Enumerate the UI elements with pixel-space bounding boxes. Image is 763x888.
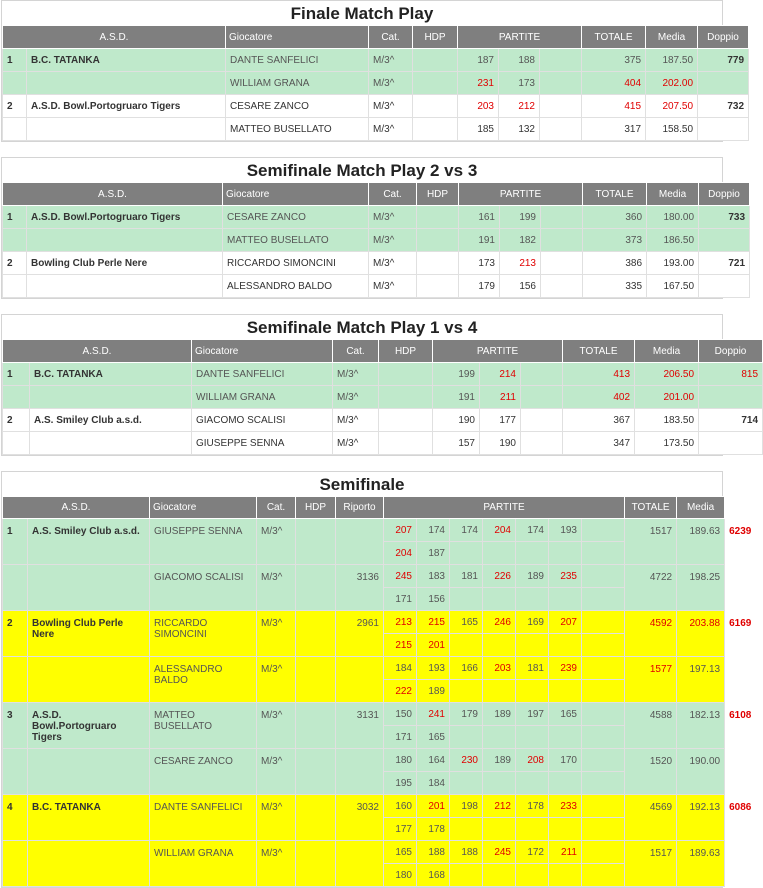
- category: M/3^: [257, 841, 296, 887]
- riporto: [336, 749, 384, 795]
- game-score: 160: [384, 795, 417, 818]
- table-row: [3, 275, 750, 298]
- total: 4592: [625, 611, 677, 657]
- game-score: 156: [500, 275, 541, 298]
- total: 4722: [625, 565, 677, 611]
- average: 183.50: [635, 409, 699, 432]
- game-score: 207: [384, 519, 417, 542]
- hdp: [296, 795, 336, 841]
- average: 180.00: [647, 206, 699, 229]
- table-row: 1 A.S. Smiley Club a.s.d. GIUSEPPE SENNA M/3^ 207 174 174 204 174 193 1517 189.63 6239: [3, 519, 725, 542]
- game-score: 207: [549, 611, 582, 634]
- game-score: 179: [459, 275, 500, 298]
- riporto: 2961: [336, 611, 384, 657]
- game-score: 132: [499, 118, 540, 141]
- table-row: [3, 841, 725, 864]
- header-cat: Cat.: [369, 183, 417, 206]
- game-score: 211: [549, 841, 582, 864]
- game-score: 204: [384, 542, 417, 565]
- hdp: [296, 657, 336, 703]
- game-score: 165: [450, 611, 483, 634]
- table-row: [3, 386, 763, 409]
- header-hdp: HDP: [417, 183, 459, 206]
- section-semifinale: [1, 471, 760, 888]
- game-score: 184: [417, 772, 450, 795]
- riporto: 3032: [336, 795, 384, 841]
- category: M/3^: [369, 252, 417, 275]
- game-score: 198: [450, 795, 483, 818]
- total: 404: [582, 72, 646, 95]
- average: 202.00: [646, 72, 698, 95]
- hdp: [296, 703, 336, 749]
- header-riporto: Riporto: [336, 497, 384, 519]
- total: 1517: [625, 519, 677, 565]
- table-row: [3, 432, 763, 455]
- average: 182.13: [677, 703, 725, 749]
- game-score: 239: [549, 657, 582, 680]
- category: M/3^: [333, 409, 379, 432]
- table-row: [3, 49, 749, 72]
- club-name: A.S.D. Bowl.Portogruaro Tigers: [27, 95, 226, 118]
- average: 206.50: [635, 363, 699, 386]
- header-totale: TOTALE: [582, 26, 646, 49]
- category: M/3^: [257, 657, 296, 703]
- average: 173.50: [635, 432, 699, 455]
- category: M/3^: [257, 795, 296, 841]
- game-score: 241: [417, 703, 450, 726]
- game-score: 168: [417, 864, 450, 887]
- game-score: 150: [384, 703, 417, 726]
- game-score: 199: [500, 206, 541, 229]
- position: 2: [3, 611, 28, 657]
- table-row: [3, 409, 763, 432]
- game-score: 195: [384, 772, 417, 795]
- doppio: 779: [698, 49, 749, 72]
- game-score: 189: [417, 680, 450, 703]
- header-giocatore: Giocatore: [192, 340, 333, 363]
- table-row: [3, 749, 725, 772]
- club-name: A.S. Smiley Club a.s.d.: [30, 409, 192, 432]
- game-score: 174: [516, 519, 549, 542]
- header-doppio: Doppio: [698, 26, 749, 49]
- total: 386: [583, 252, 647, 275]
- header-giocatore: Giocatore: [223, 183, 369, 206]
- doppio: 815: [699, 363, 763, 386]
- header-totale: TOTALE: [583, 183, 647, 206]
- riporto: [336, 841, 384, 887]
- average: 192.13: [677, 795, 725, 841]
- player-name: MATTEO BUSELLATO: [150, 703, 257, 749]
- game-score: 235: [549, 565, 582, 588]
- average: 189.63: [677, 519, 725, 565]
- doppio: 714: [699, 409, 763, 432]
- game-score: 212: [499, 95, 540, 118]
- game-score: 189: [483, 749, 516, 772]
- game-score: 203: [458, 95, 499, 118]
- total: 4569: [625, 795, 677, 841]
- total: 317: [582, 118, 646, 141]
- player-name: MATTEO BUSELLATO: [223, 229, 369, 252]
- game-score: 171: [384, 588, 417, 611]
- player-name: CESARE ZANCO: [226, 95, 369, 118]
- player-name: DANTE SANFELICI: [226, 49, 369, 72]
- header-media: Media: [647, 183, 699, 206]
- total: 347: [563, 432, 635, 455]
- results-table: A.S.D. Giocatore Cat. HDP Riporto PARTITE TOTALE Media Doppio 1 A.S. Smiley Club a.s.d. GIUSEPPE SENNA M/3^ 207 174 174 204 174 193 1517 189.63 6239 204 187 GIACOMO SCALISI M/3^ 3136 245 183 181 226 189 235 4722 198.25 171 156 2 Bowling Club Perle Nere RICCARDO SIMONCINI M/3^ 2961 213 215 165 246 169 207 4592 203.88 6169 215 201 ALESSANDRO BALDO M/3^ 184 193 166 203 181 239 1577 197.13 222 189 3 A.S.D. Bowl.Portogruaro Tigers MATTEO BUSELLATO M/3^ 3131 150 241 179 189 197 165 4588 182.13 6108 171 165 CESARE ZANCO M/3^ 180 164 230 189 208 170 1520 190.00 195 184 4 B.C. TATANKA DANTE SANFELICI M/3^ 3032 160 201 198 212 178 233 4569 192.13 6086 177 178 WILLIAM GRANA M/3^ 165 188 188 245 172 211 1517 189.63 180 168: [2, 496, 725, 887]
- game-score: 180: [384, 749, 417, 772]
- total: 413: [563, 363, 635, 386]
- player-name: WILLIAM GRANA: [226, 72, 369, 95]
- game-score: 161: [459, 206, 500, 229]
- game-score: 214: [480, 363, 521, 386]
- player-name: DANTE SANFELICI: [192, 363, 333, 386]
- game-score: 190: [480, 432, 521, 455]
- game-score: 215: [417, 611, 450, 634]
- header-cat: Cat.: [333, 340, 379, 363]
- header-cat: Cat.: [369, 26, 413, 49]
- position: 1: [3, 49, 27, 72]
- hdp: [296, 565, 336, 611]
- table-row: [3, 657, 725, 680]
- game-score: 197: [516, 703, 549, 726]
- player-name: ALESSANDRO BALDO: [223, 275, 369, 298]
- riporto: 3131: [336, 703, 384, 749]
- game-score: 178: [417, 818, 450, 841]
- hdp: [413, 49, 458, 72]
- game-score: 187: [458, 49, 499, 72]
- doppio: 721: [699, 252, 750, 275]
- game-score: 171: [384, 726, 417, 749]
- position: 1: [3, 206, 27, 229]
- position: 4: [3, 795, 28, 841]
- category: M/3^: [369, 49, 413, 72]
- header-asd: A.S.D.: [3, 497, 150, 519]
- average: 190.00: [677, 749, 725, 795]
- category: M/3^: [333, 432, 379, 455]
- results-table: [2, 339, 763, 455]
- player-name: MATTEO BUSELLATO: [226, 118, 369, 141]
- player-name: GIUSEPPE SENNA: [150, 519, 257, 565]
- table-row: 4 B.C. TATANKA DANTE SANFELICI M/3^ 3032 160 201 198 212 178 233 4569 192.13 6086: [3, 795, 725, 818]
- club-name: A.S.D. Bowl.Portogruaro Tigers: [27, 206, 223, 229]
- position: 2: [3, 409, 30, 432]
- results-table: [2, 25, 749, 141]
- section-title: Semifinale Match Play 2 vs 3: [2, 158, 722, 182]
- header-hdp: HDP: [296, 497, 336, 519]
- header-media: Media: [635, 340, 699, 363]
- game-score: 170: [549, 749, 582, 772]
- game-score: 245: [483, 841, 516, 864]
- table-row: [3, 72, 749, 95]
- table-row: 2 Bowling Club Perle Nere RICCARDO SIMONCINI M/3^ 2961 213 215 165 246 169 207 4592 203.88 6169: [3, 611, 725, 634]
- game-score: 204: [483, 519, 516, 542]
- position: 3: [3, 703, 28, 749]
- game-score: 193: [417, 657, 450, 680]
- header-giocatore: Giocatore: [226, 26, 369, 49]
- game-score: 174: [417, 519, 450, 542]
- game-score: 174: [450, 519, 483, 542]
- game-score: 201: [417, 795, 450, 818]
- category: M/3^: [257, 565, 296, 611]
- position: 2: [3, 95, 27, 118]
- category: M/3^: [257, 749, 296, 795]
- game-score: 173: [459, 252, 500, 275]
- category: M/3^: [257, 519, 296, 565]
- total: 373: [583, 229, 647, 252]
- category: M/3^: [333, 363, 379, 386]
- game-score: 164: [417, 749, 450, 772]
- average: 207.50: [646, 95, 698, 118]
- game-score: 191: [459, 229, 500, 252]
- header-cat: Cat.: [257, 497, 296, 519]
- riporto: [336, 519, 384, 565]
- category: M/3^: [369, 229, 417, 252]
- game-score: 185: [458, 118, 499, 141]
- player-name: RICCARDO SIMONCINI: [150, 611, 257, 657]
- header-partite: PARTITE: [459, 183, 583, 206]
- header-asd: A.S.D.: [3, 183, 223, 206]
- category: M/3^: [257, 703, 296, 749]
- club-name: Bowling Club Perle Nere: [28, 611, 150, 657]
- club-name: B.C. TATANKA: [28, 795, 150, 841]
- game-score: 169: [516, 611, 549, 634]
- game-score: 179: [450, 703, 483, 726]
- hdp: [296, 749, 336, 795]
- riporto: 3136: [336, 565, 384, 611]
- header-giocatore: Giocatore: [150, 497, 257, 519]
- game-score: 189: [483, 703, 516, 726]
- game-score: 173: [499, 72, 540, 95]
- category: M/3^: [333, 386, 379, 409]
- header-partite: PARTITE: [433, 340, 563, 363]
- table-row: [3, 363, 763, 386]
- position: 2: [3, 252, 27, 275]
- game-score: 166: [450, 657, 483, 680]
- game-score: 187: [417, 542, 450, 565]
- header-totale: TOTALE: [563, 340, 635, 363]
- club-name: A.S. Smiley Club a.s.d.: [28, 519, 150, 565]
- header-media: Media: [646, 26, 698, 49]
- game-score: 203: [483, 657, 516, 680]
- game-score: 182: [500, 229, 541, 252]
- game-score: 188: [499, 49, 540, 72]
- game-score: 172: [516, 841, 549, 864]
- section-semifinale-1-vs-4: [1, 314, 759, 456]
- average: 193.00: [647, 252, 699, 275]
- position: 1: [3, 519, 28, 565]
- game-score: 177: [384, 818, 417, 841]
- section-title: Semifinale: [2, 472, 722, 496]
- category: M/3^: [369, 118, 413, 141]
- game-score: 208: [516, 749, 549, 772]
- header-hdp: HDP: [413, 26, 458, 49]
- doppio: 733: [699, 206, 750, 229]
- category: M/3^: [369, 72, 413, 95]
- results-table: [2, 182, 750, 298]
- game-score: 181: [450, 565, 483, 588]
- game-score: 193: [549, 519, 582, 542]
- game-score: 246: [483, 611, 516, 634]
- game-score: 230: [450, 749, 483, 772]
- average: 167.50: [647, 275, 699, 298]
- club-name: B.C. TATANKA: [30, 363, 192, 386]
- section-finale-match-play: [1, 0, 745, 142]
- player-name: CESARE ZANCO: [150, 749, 257, 795]
- game-score: 201: [417, 634, 450, 657]
- average: 198.25: [677, 565, 725, 611]
- header-totale: TOTALE: [625, 497, 677, 519]
- game-score: 213: [500, 252, 541, 275]
- category: M/3^: [257, 611, 296, 657]
- average: 203.88: [677, 611, 725, 657]
- total: 1577: [625, 657, 677, 703]
- header-partite: PARTITE: [384, 497, 625, 519]
- club-name: A.S.D. Bowl.Portogruaro Tigers: [28, 703, 150, 749]
- hdp: [296, 841, 336, 887]
- game-score: 188: [417, 841, 450, 864]
- section-semifinale-2-vs-3: [1, 157, 746, 299]
- game-score: 181: [516, 657, 549, 680]
- game-score: 165: [384, 841, 417, 864]
- game-score: 191: [433, 386, 480, 409]
- average: 189.63: [677, 841, 725, 887]
- average: 197.13: [677, 657, 725, 703]
- total: 375: [582, 49, 646, 72]
- total: 360: [583, 206, 647, 229]
- game-score: 213: [384, 611, 417, 634]
- header-asd: A.S.D.: [3, 340, 192, 363]
- player-name: GIACOMO SCALISI: [150, 565, 257, 611]
- average: 186.50: [647, 229, 699, 252]
- game-score: 184: [384, 657, 417, 680]
- game-score: 215: [384, 634, 417, 657]
- total: 4588: [625, 703, 677, 749]
- game-score: 183: [417, 565, 450, 588]
- player-name: RICCARDO SIMONCINI: [223, 252, 369, 275]
- player-name: CESARE ZANCO: [223, 206, 369, 229]
- section-title: Semifinale Match Play 1 vs 4: [2, 315, 722, 339]
- riporto: [336, 657, 384, 703]
- header-hdp: HDP: [379, 340, 433, 363]
- game-score: 226: [483, 565, 516, 588]
- header-media: Media: [677, 497, 725, 519]
- table-row: [3, 229, 750, 252]
- table-row: [3, 118, 749, 141]
- header-doppio: Doppio: [699, 183, 750, 206]
- table-row: [3, 252, 750, 275]
- game-score: 157: [433, 432, 480, 455]
- total: 367: [563, 409, 635, 432]
- hdp: [296, 519, 336, 565]
- game-score: 199: [433, 363, 480, 386]
- category: M/3^: [369, 275, 417, 298]
- section-title: Finale Match Play: [2, 1, 722, 25]
- game-score: 212: [483, 795, 516, 818]
- player-name: GIACOMO SCALISI: [192, 409, 333, 432]
- table-row: [3, 565, 725, 588]
- game-score: 180: [384, 864, 417, 887]
- game-score: 177: [480, 409, 521, 432]
- table-row: [3, 206, 750, 229]
- header-asd: A.S.D.: [3, 26, 226, 49]
- total: 415: [582, 95, 646, 118]
- game-score: 222: [384, 680, 417, 703]
- position: 1: [3, 363, 30, 386]
- average: 187.50: [646, 49, 698, 72]
- total: 335: [583, 275, 647, 298]
- game-score: 156: [417, 588, 450, 611]
- player-name: WILLIAM GRANA: [192, 386, 333, 409]
- doppio: 732: [698, 95, 749, 118]
- game-score: 165: [417, 726, 450, 749]
- game-score: 188: [450, 841, 483, 864]
- game-score: 190: [433, 409, 480, 432]
- table-row: 3 A.S.D. Bowl.Portogruaro Tigers MATTEO BUSELLATO M/3^ 3131 150 241 179 189 197 165 4588 182.13 6108: [3, 703, 725, 726]
- game-score: 245: [384, 565, 417, 588]
- game-score: 231: [458, 72, 499, 95]
- player-name: DANTE SANFELICI: [150, 795, 257, 841]
- club-name: Bowling Club Perle Nere: [27, 252, 223, 275]
- player-name: WILLIAM GRANA: [150, 841, 257, 887]
- total: 402: [563, 386, 635, 409]
- category: M/3^: [369, 95, 413, 118]
- game-score: 189: [516, 565, 549, 588]
- game-score: 178: [516, 795, 549, 818]
- game-score: 165: [549, 703, 582, 726]
- header-doppio: Doppio: [699, 340, 763, 363]
- club-name: B.C. TATANKA: [27, 49, 226, 72]
- header-partite: PARTITE: [458, 26, 582, 49]
- average: 158.50: [646, 118, 698, 141]
- game-score: 211: [480, 386, 521, 409]
- player-name: ALESSANDRO BALDO: [150, 657, 257, 703]
- hdp: [296, 611, 336, 657]
- table-row: [3, 95, 749, 118]
- total: 1520: [625, 749, 677, 795]
- player-name: GIUSEPPE SENNA: [192, 432, 333, 455]
- category: M/3^: [369, 206, 417, 229]
- game-score: 233: [549, 795, 582, 818]
- total: 1517: [625, 841, 677, 887]
- average: 201.00: [635, 386, 699, 409]
